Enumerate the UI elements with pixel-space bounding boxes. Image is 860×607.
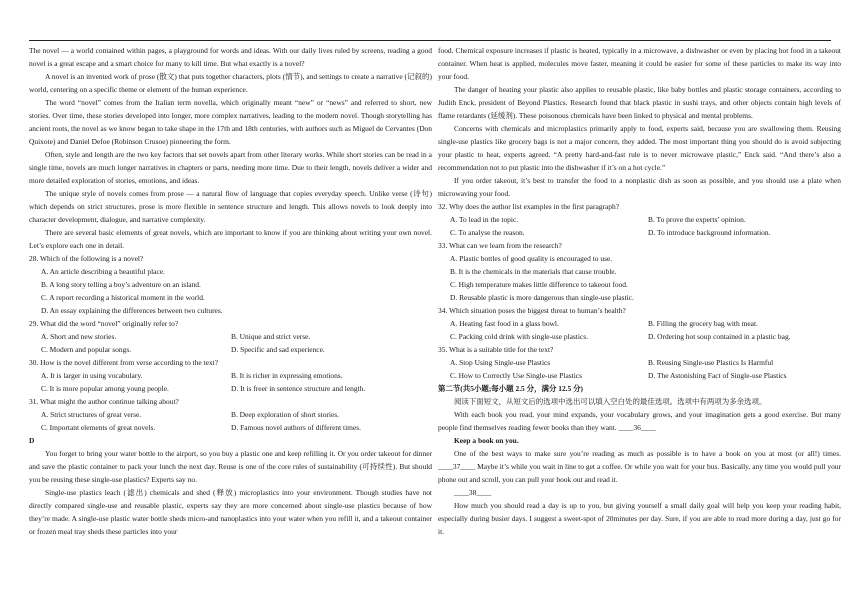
option: A. Heating fast food in a glass bowl.: [450, 319, 559, 328]
passage-d-heading: D: [29, 436, 35, 445]
blank-38: ____38____: [454, 488, 492, 497]
option: A. To lead in the topic.: [450, 215, 519, 224]
option-row: [29, 408, 432, 421]
paragraph: The novel — a world contained within pages, a playground for words and ideas. With our daily lives ruled by screens, reading a good novel is a great escape and a smart choice for many to kill time. But what exactly is a novel?: [29, 46, 432, 68]
section-instruction: 阅读下面短文，从短文后的选项中选出可以填入空白处的最佳选项。选项中有两项为多余选项。: [454, 397, 767, 406]
question-31: 31. What might the author continue talking about?: [29, 397, 179, 406]
option: A. Strict structures of great verse.: [41, 410, 142, 419]
option: B. It is richer in expressing emotions.: [231, 371, 343, 380]
option: B. To prove the experts’ opinion.: [648, 215, 746, 224]
option-row: [438, 213, 841, 226]
option: C. A report recording a historical moment in the world.: [41, 293, 205, 302]
question-28: 28. Which of the following is a novel?: [29, 254, 144, 263]
paragraph: Single-use plastics leach (滤出) chemicals and shed (释放) microplastics into your environment. Though studies have not directly compared single-use and reusable plastic, experts say they are more concerned about single-use plastics because of how they’re made. A single-use plastic water bottle sheds micro-and nanoplastics into your water when you refill it, and a takeout container or frozen meal tray sheds these particles into your: [29, 488, 432, 536]
option: C. Modern and popular songs.: [41, 345, 132, 354]
option: C. To analyse the reason.: [450, 228, 525, 237]
paragraph: How much you should read a day is up to you, but giving yourself a small daily goal will help you keep your reading habit, especially during busier days. I suggest a sweet-spot of 20minutes per day. Sure, if you are able to read more during a day, just go for it.: [438, 501, 841, 536]
option: C. It is more popular among young people.: [41, 384, 169, 393]
option: B. A long story telling a boy’s adventure on an island.: [41, 280, 201, 289]
option: C. Important elements of great novels.: [41, 423, 156, 432]
option: D. Ordering hot soup contained in a plastic bag.: [648, 332, 791, 341]
section-heading: 第二节(共5小题;每小题 2.5 分，满分 12.5 分): [438, 384, 584, 393]
right-column: [438, 44, 841, 538]
paragraph: One of the best ways to make sure you’re reading as much as possible is to have a book on you at most (or all!) times. ____37____ Maybe it’s while you wait in line to get a coffee. Or while you wait for your bus. Basically, any time you would pull your phone out and scroll, you can pull your book out and read it.: [438, 449, 841, 484]
option-row: [29, 330, 432, 343]
paragraph: With each book you read, your mind expands, your vocabulary grows, and your imagination gets a good exercise. But many people find themselves reading fewer books than they want. ____36____: [438, 410, 841, 432]
question-33: 33. What can we learn from the research?: [438, 241, 562, 250]
option: A. An article describing a beautiful place.: [41, 267, 165, 276]
option: D. The Astonishing Fact of Single-use Plastics: [648, 371, 787, 380]
paragraph: The unique style of novels comes from prose — a natural flow of language that copies everyday speech. Unlike verse (诗句) which depends on strict structures, prose is more flexible in sentence structure and length. This allows novels to look deeply into character development, dialogue, and narrative complexity.: [29, 189, 432, 224]
option: D. Specific and sad experience.: [231, 345, 325, 354]
option-row: [29, 421, 432, 434]
option-row: [29, 369, 432, 382]
option: B. It is the chemicals in the materials that cause trouble.: [450, 267, 617, 276]
option: C. How to Correctly Use Single-use Plastics: [450, 371, 583, 380]
option-row: [438, 226, 841, 239]
question-34: 34. Which situation poses the biggest threat to human’s health?: [438, 306, 626, 315]
option: D. Reusable plastic is more dangerous than single-use plastic.: [450, 293, 634, 302]
option: A. Short and new stories.: [41, 332, 117, 341]
option: A. It is larger in using vocabulary.: [41, 371, 143, 380]
option: B. Filling the grocery bag with meat.: [648, 319, 758, 328]
option: C. High temperature makes little difference to takeout food.: [450, 280, 628, 289]
paragraph: The word “novel” comes from the Italian term novella, which originally meant “new” or “news” and referred to short, new stories. Over time, these stories developed into longer, more complex narratives, leading to the modern novel. Though storytelling has ancient roots, the novel as we know began to take shape in the 17th and 18th centuries, with authors such as Miguel de Cervantes (Don Quixote) and Daniel Defoe (Robinson Crusoe) pioneering the form.: [29, 98, 432, 146]
paragraph: food. Chemical exposure increases if plastic is heated, typically in a microwave, a dishwasher or even by placing hot food in a takeout container. When heat is applied, molecules move faster, meaning it could be easier for some of these particles to make its way into your food.: [438, 46, 841, 81]
question-29: 29. What did the word “novel” originally refer to?: [29, 319, 179, 328]
paragraph: A novel is an invented work of prose (散文) that puts together characters, plots (情节), and settings to create a narrative (记叙的) world, centering on a specific theme or element of the human experience.: [29, 72, 432, 94]
option: C. Packing cold drink with single-use plastics.: [450, 332, 588, 341]
paragraph: There are several basic elements of great novels, which are important to know if you are thinking about writing your own novel. Let’s explore each one in detail.: [29, 228, 432, 250]
option-row: [29, 382, 432, 395]
option-row: [438, 369, 841, 382]
option-row: [438, 317, 841, 330]
option: D. Famous novel authors of different times.: [231, 423, 361, 432]
header-rule: [29, 40, 831, 41]
question-32: 32. Why does the author list examples in the first paragraph?: [438, 202, 619, 211]
question-35: 35. What is a suitable title for the text?: [438, 345, 554, 354]
left-column: [29, 44, 432, 538]
option: D. To introduce background information.: [648, 228, 771, 237]
option-row: [29, 343, 432, 356]
question-30: 30. How is the novel different from verse according to the text?: [29, 358, 219, 367]
option-row: [438, 330, 841, 343]
option: B. Unique and strict verse.: [231, 332, 311, 341]
option: D. It is freer in sentence structure and length.: [231, 384, 366, 393]
paragraph: Often, style and length are the two key factors that set novels apart from other literary works. While short stories can be read in a single time, novels are much longer narratives in chapters or parts, needing more time. Due to their length, novels deliver a wider and more detailed exploration of stories, emotions, and ideas.: [29, 150, 432, 185]
option: B. Reusing Single-use Plastics Is Harmful: [648, 358, 774, 367]
option: A. Plastic bottles of good quality is encouraged to use.: [450, 254, 613, 263]
paragraph: If you order takeout, it’s best to transfer the food to a nonplastic dish as soon as possible, and you should use a plate when microwaving your food.: [438, 176, 841, 198]
paragraph: Concerns with chemicals and microplastics primarily apply to food, experts said, because you are swallowing them. Reusing single-use plastics like grocery bags is not a major concern, they added. The most important thing you should do is avoid subjecting your plastic to heat, experts agreed. “A pretty hard-and-fast rule is to never microwave plastic,” Enck said. “And there’s also a recommendation not to put plastic into the dishwasher if it’s on a hot cycle.”: [438, 124, 841, 172]
paragraph: You forget to bring your water bottle to the airport, so you buy a plastic one and keep refilling it. Or you order takeout for dinner and save the plastic container to pack your lunch the next day. Reuse is one of the core rules of sustainability (可持续性). But should you be reusing these single-use plastics? Experts say no.: [29, 449, 432, 484]
option: B. Deep exploration of short stories.: [231, 410, 340, 419]
option-row: [438, 356, 841, 369]
paragraph: The danger of heating your plastic also applies to reusable plastic, like baby bottles and plastic storage containers, according to Judith Enck, president of Beyond Plastics. Research found that black plastic in sushi trays, and other objects contain high levels of flame retardants (延缓剂). These poisonous chemicals have been linked to physical and mental problems.: [438, 85, 841, 120]
option: D. An essay explaining the differences between two cultures.: [41, 306, 223, 315]
option: A. Stop Using Single-use Plastics: [450, 358, 551, 367]
subheading: Keep a book on you.: [454, 436, 519, 445]
